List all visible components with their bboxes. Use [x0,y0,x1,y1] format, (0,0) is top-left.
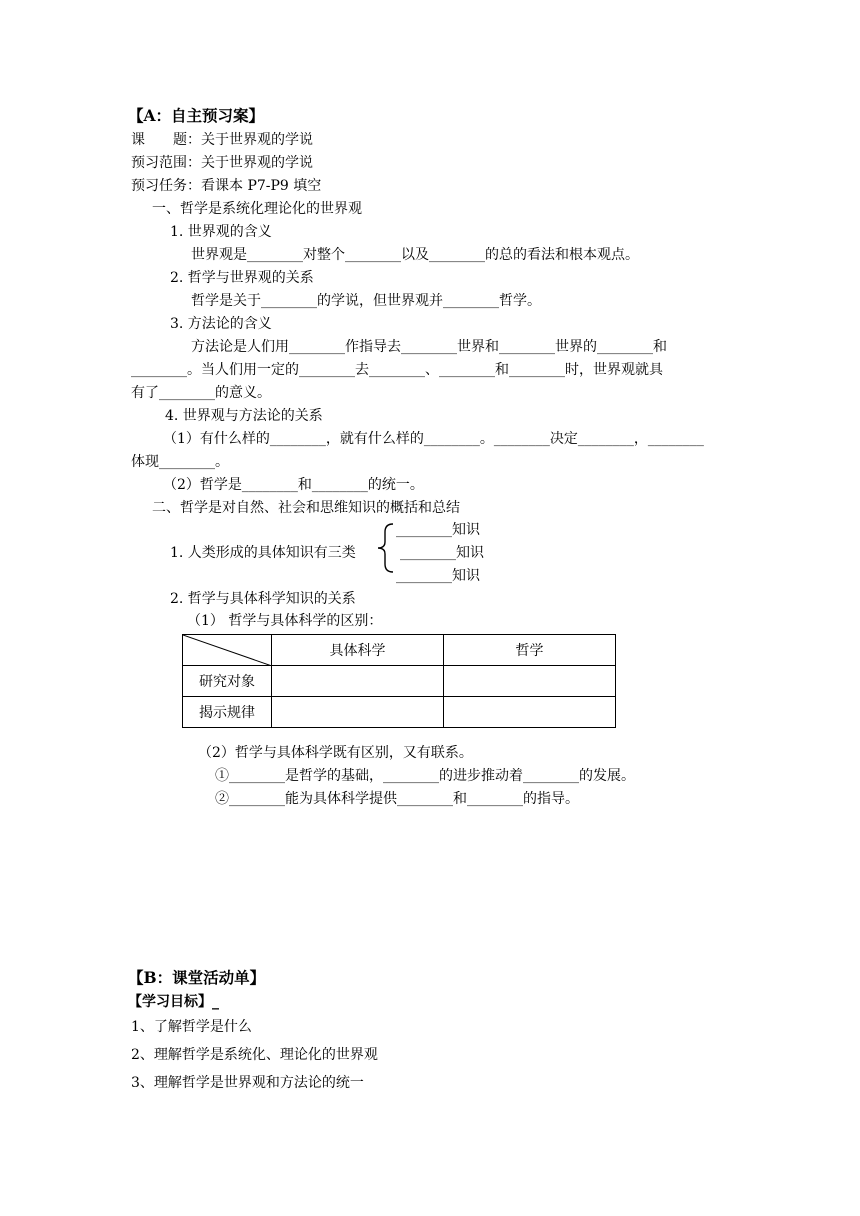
diagonal-line [183,635,272,666]
table-corner-cell [183,635,272,666]
item4-line1: （1）有什么样的________，就有什么样的________。________决定________，________ [163,431,704,447]
table-cell [272,697,444,728]
part1-title: 一、哲学是系统化理论化的世界观 [152,201,362,217]
item1-text: 世界观是________对整个________以及________的总的看法和根本观点。 [191,247,639,263]
section-b-heading: 【B：课堂活动单】 [128,968,266,987]
item3-line3: 有了________的意义。 [131,385,271,401]
comparison-table [182,634,616,728]
table-cell [444,697,616,728]
section-a-heading: 【A：自主预习案】 [128,106,265,125]
scope-label: 预习范围： [131,155,201,171]
part2-sub2: （2）哲学与具体科学既有区别，又有联系。 [198,745,473,761]
table-cell [272,666,444,697]
task-line [131,176,321,196]
goals-heading: 【学习目标】_ [128,994,219,1010]
table-header-science: 具体科学 [272,635,444,666]
knowledge-2: ________知识 [400,545,484,561]
brace-icon [376,522,396,574]
table-cell [444,666,616,697]
task-value: 看课本 P7-P9 填空 [201,178,322,194]
table-row-label: 揭示规律 [183,697,272,728]
item1-title: 1. 世界观的含义 [170,224,272,240]
table-row [183,697,616,728]
item3-title: 3. 方法论的含义 [170,316,272,332]
goal-item: 2、理解哲学是系统化、理论化的世界观 [131,1047,378,1063]
part2-title: 二、哲学是对自然、社会和思维知识的概括和总结 [152,500,460,516]
topic-label: 课 题： [131,132,201,148]
knowledge-3: ________知识 [396,568,480,584]
item4-title: 4. 世界观与方法论的关系 [165,408,323,424]
item2-text: 哲学是关于________的学说，但世界观并________哲学。 [191,293,541,309]
item3-line2: ________。当人们用一定的________去________、________和________时，世界观就具 [131,362,663,378]
item4-line2: 体现________。 [131,454,229,470]
task-label: 预习任务： [131,178,201,194]
goal-item: 1、了解哲学是什么 [131,1019,252,1035]
topic-value: 关于世界观的学说 [201,132,313,148]
part2-sub2-b: ②________能为具体科学提供________和________的指导。 [215,791,579,807]
topic-line [131,130,313,150]
item4-line3: （2）哲学是________和________的统一。 [163,477,424,493]
part2-sub1: （1） 哲学与具体科学的区别： [187,613,383,629]
table-row-label: 研究对象 [183,666,272,697]
knowledge-1: ________知识 [396,522,480,538]
scope-value: 关于世界观的学说 [201,155,313,171]
item2-title: 2. 哲学与世界观的关系 [170,270,314,286]
scope-line [131,153,313,173]
goal-item: 3、理解哲学是世界观和方法论的统一 [131,1075,364,1091]
part2-item2-title: 2. 哲学与具体科学知识的关系 [170,591,356,607]
part2-sub2-a: ①________是哲学的基础，________的进步推动着________的发展。 [215,768,635,784]
table-header-philosophy: 哲学 [444,635,616,666]
item3-line1: 方法论是人们用________作指导去________世界和________世界的________和 [191,339,667,355]
table-header-row [183,635,616,666]
part2-item1-title: 1. 人类形成的具体知识有三类 [170,545,356,561]
table-row [183,666,616,697]
